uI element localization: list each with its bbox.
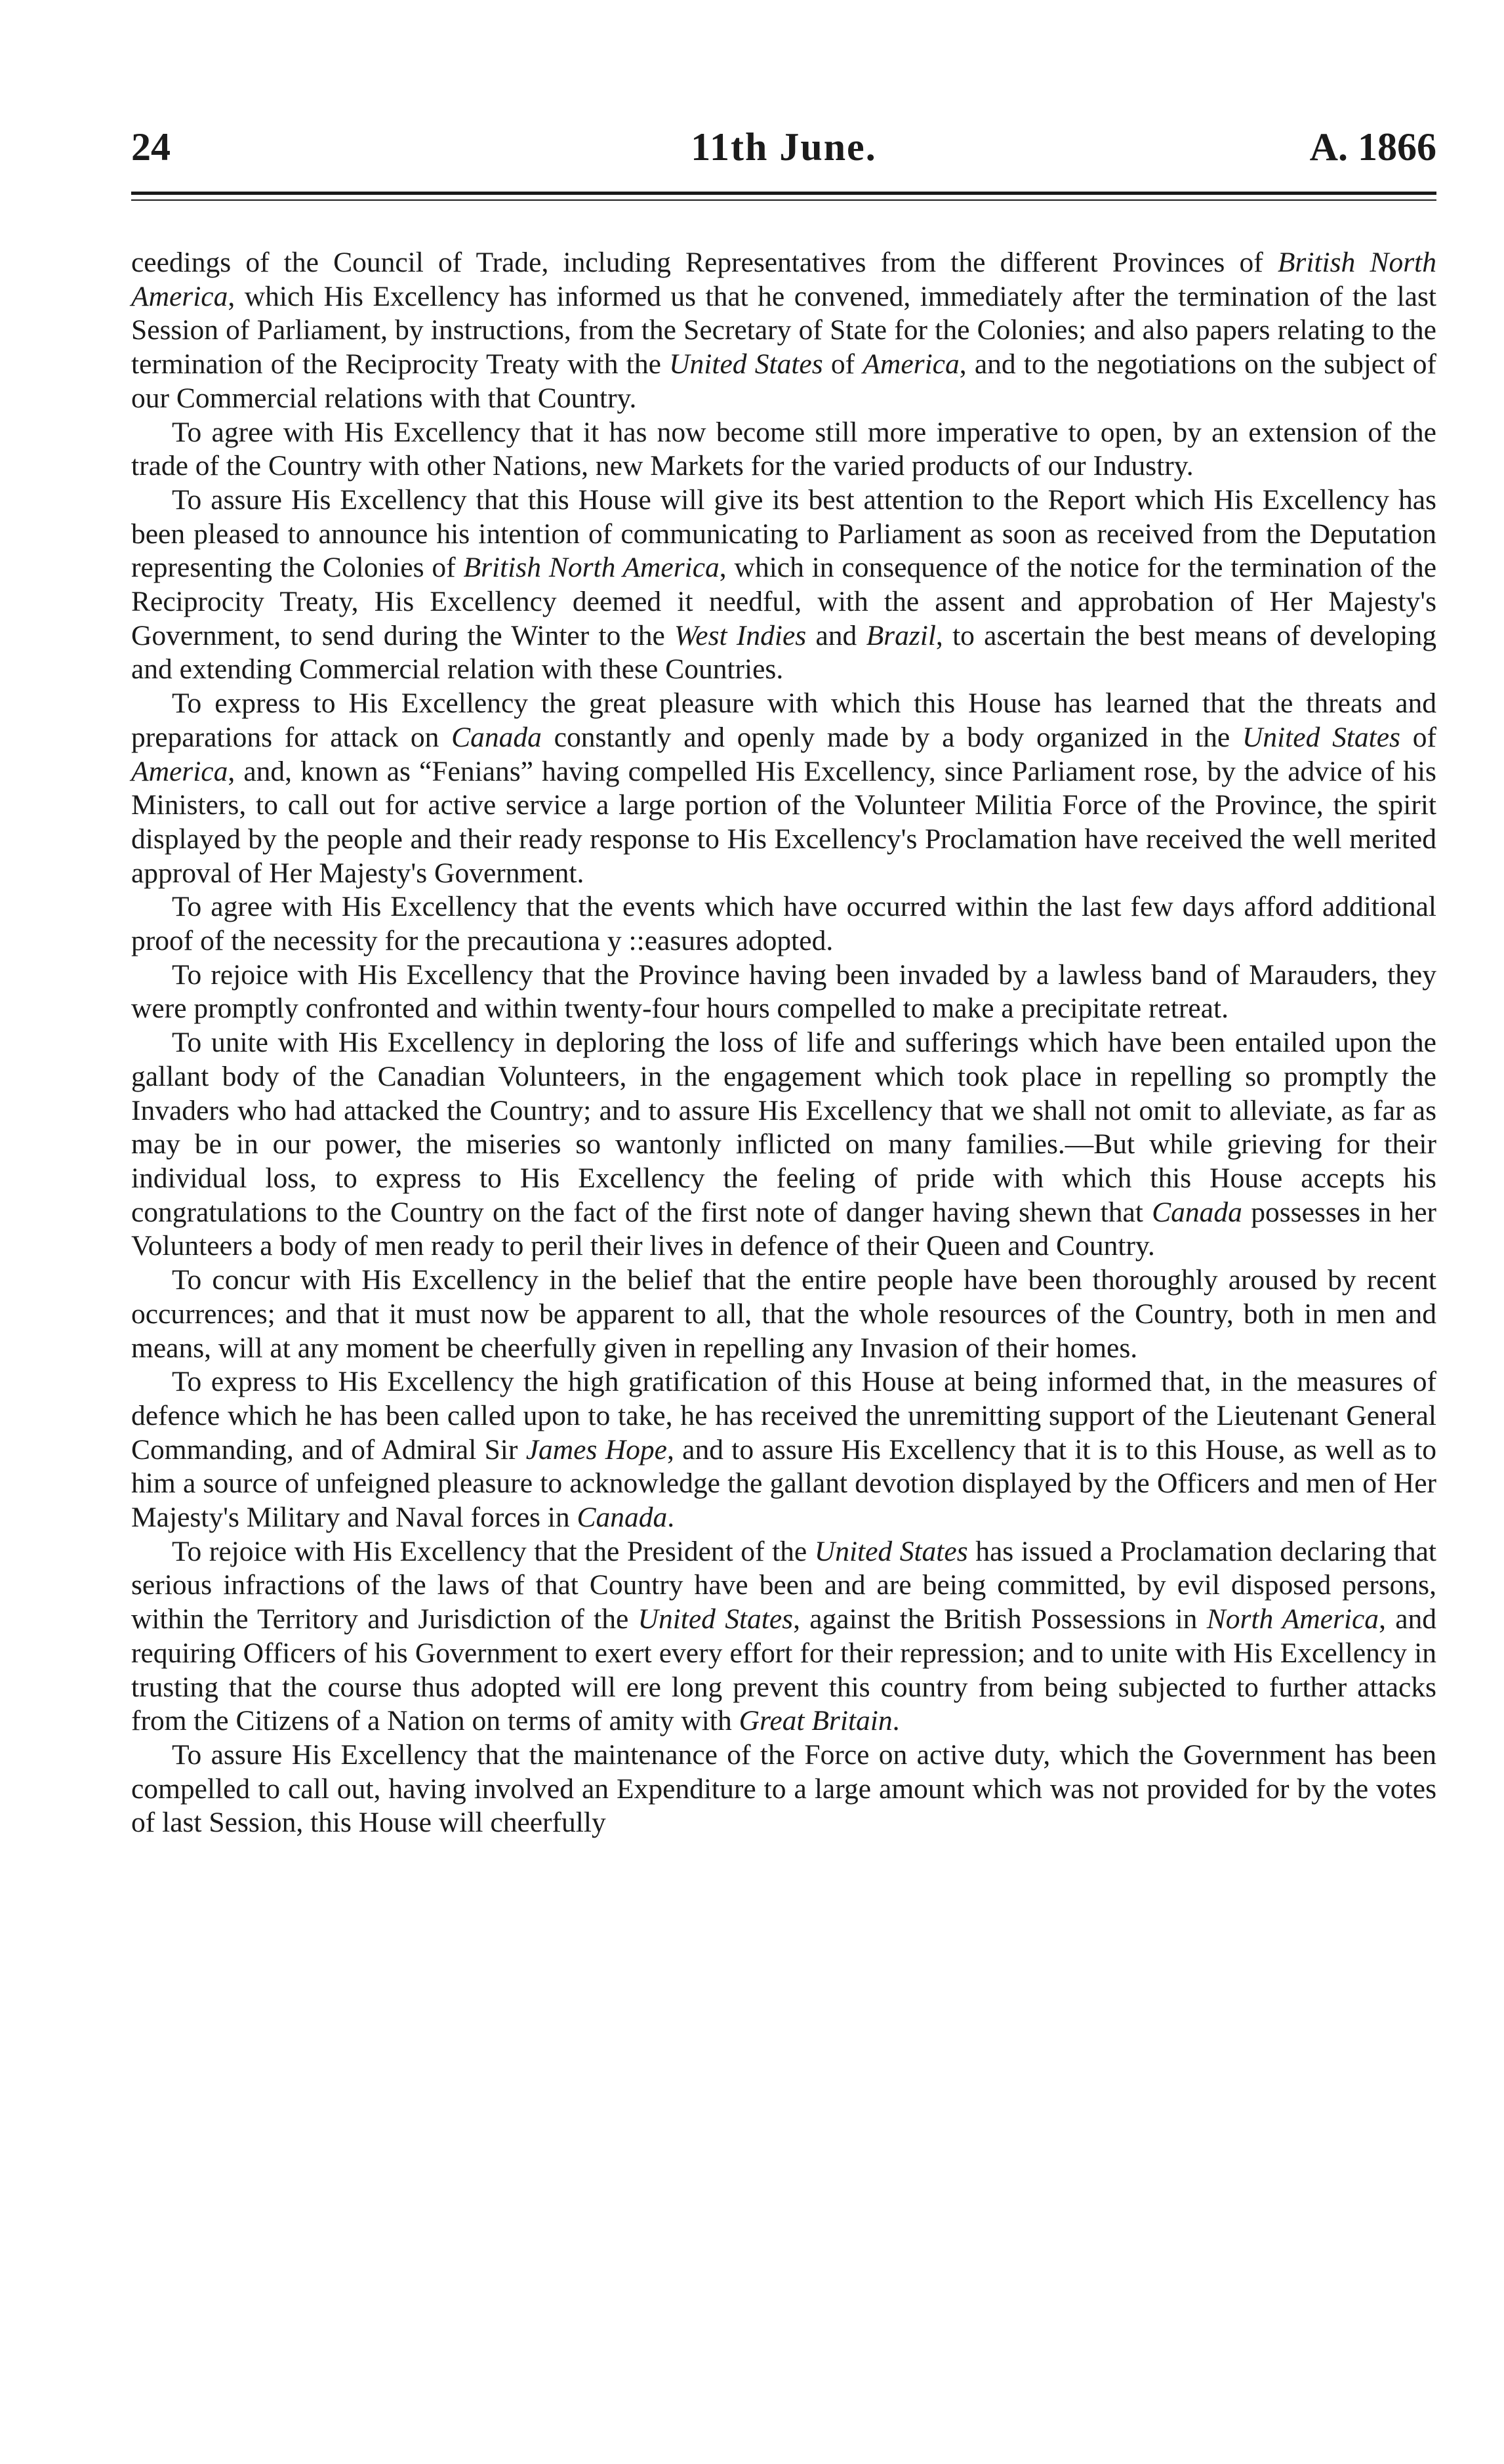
italic-run: Canada — [451, 721, 542, 753]
italic-run: United States — [669, 348, 823, 380]
text-run: To express to His Excellency the great pleasure with which this House has learned that the threats and preparations for attack on — [131, 688, 1436, 753]
italic-run: James Hope — [525, 1433, 667, 1466]
text-run: and — [806, 619, 866, 651]
text-run: To rejoice with His Excellency that the President of the — [172, 1535, 815, 1567]
text-run: To agree with His Excellency that the events which have occurred within the last few days afford additional proof of the necessity for the precautiona y ::easures adopted. — [131, 891, 1436, 957]
paragraph — [131, 1026, 1436, 1263]
text-run: , and requiring Officers of his Government to exert every effort for their repression; and to unite with His Excellency in trusting that the course thus adopted will ere long prevent this country from being subjected to further attacks from the Citizens of a Nation on terms of amity with — [131, 1603, 1437, 1737]
paragraph — [131, 890, 1436, 958]
page-number: 24 — [131, 125, 171, 169]
italic-run: British North America — [131, 247, 1436, 312]
italic-run: United States — [814, 1535, 968, 1567]
running-head-year: A. 1866 — [1309, 125, 1436, 169]
text-run: , and to assure His Excellency that it is to this House, as well as to him a source of unfeigned pleasure to acknowledge the gallant devotion displayed by the Officers and men of Her Majesty's Military and Naval forces in — [131, 1433, 1437, 1534]
italic-run: Canada — [577, 1502, 668, 1534]
text-run: possesses in her Volunteers a body of men ready to peril their lives in defence of their Queen and Country. — [131, 1196, 1436, 1262]
paragraph — [131, 1263, 1436, 1365]
text-run: , against the British Possessions in — [793, 1603, 1207, 1635]
body-text — [131, 246, 1436, 1840]
paragraph — [131, 416, 1436, 483]
text-run: To rejoice with His Excellency that the Province having been invaded by a lawless band of Marauders, they were promptly confronted and within twenty-four hours compelled to make a precipitate retreat. — [131, 958, 1436, 1025]
italic-run: America — [863, 348, 960, 380]
text-run: To assure His Excellency that this House will give its best attention to the Report which His Excellency has been pleased to announce his intention of communicating to Parliament as soon as received from the Deputation representing the Colonies of — [131, 483, 1436, 584]
text-run: To agree with His Excellency that it has now become still more imperative to open, by an extension of the trade of the Country with other Nations, new Markets for the varied products of our Industry. — [131, 416, 1436, 482]
paragraph — [131, 483, 1436, 687]
running-head-date: 11th June. — [691, 125, 877, 169]
text-run: . — [667, 1502, 675, 1534]
running-head — [131, 125, 1436, 177]
paragraph — [131, 687, 1436, 890]
italic-run: West Indies — [674, 619, 807, 651]
paragraph — [131, 1535, 1436, 1738]
italic-run: Great Britain — [739, 1705, 893, 1737]
text-run: , to ascertain the best means of developing and extending Commercial relation with these Countries. — [131, 619, 1436, 686]
text-run: . — [892, 1705, 900, 1737]
paragraph — [131, 958, 1436, 1026]
italic-run: United States — [638, 1603, 794, 1635]
text-run: of — [1400, 721, 1436, 753]
paragraph — [131, 246, 1436, 416]
paragraph — [131, 1738, 1436, 1840]
text-run: of — [823, 348, 863, 380]
italic-run: Brazil — [866, 619, 936, 651]
italic-run: Canada — [1152, 1196, 1242, 1228]
text-run: , and to the negotiations on the subject of our Commercial relations with that Country. — [131, 348, 1436, 414]
text-run: To unite with His Excellency in deploring the loss of life and sufferings which have been entailed upon the gallant body of the Canadian Volunteers, in the engagement which took place in repelling so promptly the Invaders who had attacked the Country; and to assure His Excellency that we shall not omit to alleviate, as far as may be in our power, the miseries so wantonly inflicted on many families.—But while grieving for their individual loss, to express to His Excellency the feeling of pride with which this House accepts his congratulations to the Country on the fact of the first note of danger having shewn that — [131, 1027, 1436, 1228]
header-rule-thin — [131, 199, 1436, 201]
text-run: To express to His Excellency the high gratification of this House at being informed that, in the measures of defence which he has been called upon to take, he has received the unremitting support of the Lieutenant General Commanding, and of Admiral Sir — [131, 1366, 1436, 1466]
text-run: To concur with His Excellency in the belief that the entire people have been thoroughly aroused by recent occurrences; and that it must now be apparent to all, that the whole resources of the Country, both in men and means, will at any moment be cheerfully given in repelling any Invasion of their homes. — [131, 1264, 1436, 1364]
italic-run: North America — [1206, 1603, 1379, 1635]
italic-run: United States — [1242, 721, 1400, 753]
italic-run: America — [131, 755, 228, 787]
italic-run: British North America — [463, 552, 720, 584]
text-run: To assure His Excellency that the maintenance of the Force on active duty, which the Government has been compelled to call out, having involved an Expenditure to a large amount which was not provided for by the votes of last Session, this House will cheerfully — [131, 1738, 1436, 1839]
text-run: constantly and openly made by a body organized in the — [541, 721, 1242, 753]
paragraph — [131, 1365, 1436, 1535]
text-run: has issued a Proclamation declaring that serious infractions of the laws of that Country have been and are being committed, by evil disposed persons, within the Territory and Jurisdiction of the — [131, 1535, 1436, 1635]
text-run: , which His Excellency has informed us that he convened, immediately after the termination of the last Session of Parliament, by instructions, from the Secretary of State for the Colonies; and also papers relating to the termination of the Reciprocity Treaty with the — [131, 280, 1436, 380]
header-rule-thick — [131, 192, 1436, 195]
text-run: ceedings of the Council of Trade, including Representatives from the different Provinces of — [131, 247, 1278, 278]
text-run: , which in consequence of the notice for the termination of the Reciprocity Treaty, His Excellency deemed it needful, with the assent and approbation of Her Majesty's Government, to send during the Winter to the — [131, 552, 1437, 651]
text-run: , and, known as “Fenians” having compelled His Excellency, since Parliament rose, by the advice of his Ministers, to call out for active service a large portion of the Volunteer Militia Force of the Province, the spirit displayed by the people and their ready response to His Excellency's Proclamation have received the well merited approval of Her Majesty's Government. — [131, 755, 1436, 889]
